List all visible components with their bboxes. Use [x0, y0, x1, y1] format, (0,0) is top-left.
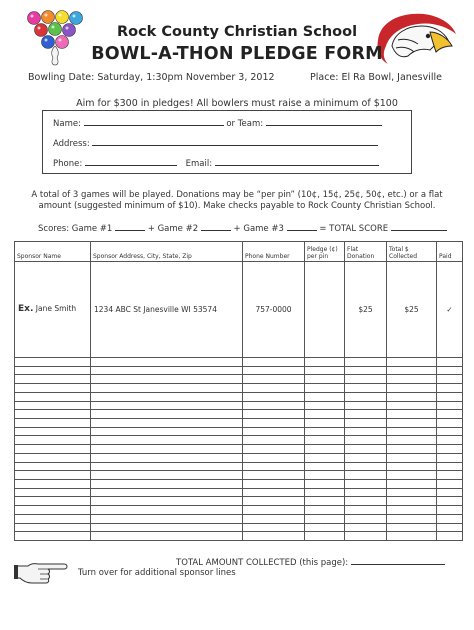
table-row [15, 384, 463, 393]
table-cell[interactable] [345, 366, 387, 375]
table-cell[interactable] [15, 445, 91, 454]
table-cell[interactable] [243, 436, 305, 445]
table-cell[interactable] [345, 514, 387, 523]
form-title: BOWL-A-THON PLEDGE FORM [91, 44, 383, 64]
table-cell[interactable] [243, 532, 305, 541]
table-cell[interactable] [387, 479, 437, 488]
table-cell[interactable] [15, 375, 91, 384]
table-cell[interactable] [243, 384, 305, 393]
table-row [15, 488, 463, 497]
table-cell[interactable] [305, 418, 345, 427]
table-cell[interactable] [305, 436, 345, 445]
table-row [15, 471, 463, 480]
table-cell[interactable] [345, 532, 387, 541]
table-cell[interactable] [15, 532, 91, 541]
address-field[interactable] [92, 137, 378, 146]
table-cell[interactable] [305, 497, 345, 506]
table-cell[interactable] [305, 366, 345, 375]
table-cell[interactable] [437, 523, 463, 532]
table-cell[interactable] [387, 462, 437, 471]
table-cell[interactable] [15, 471, 91, 480]
table-cell[interactable] [15, 488, 91, 497]
table-cell[interactable] [305, 357, 345, 366]
table-cell[interactable] [243, 479, 305, 488]
total-score-label: = TOTAL SCORE [319, 224, 389, 234]
table-cell[interactable] [345, 357, 387, 366]
table-cell[interactable] [243, 357, 305, 366]
table-cell[interactable] [345, 462, 387, 471]
table-cell[interactable] [243, 514, 305, 523]
table-cell[interactable] [91, 523, 243, 532]
col-phone-number: Phone Number [243, 242, 305, 262]
table-cell[interactable] [91, 401, 243, 410]
table-cell[interactable] [15, 497, 91, 506]
table-cell[interactable] [243, 401, 305, 410]
table-cell[interactable] [91, 357, 243, 366]
table-cell[interactable] [387, 506, 437, 515]
table-cell[interactable] [437, 488, 463, 497]
example-prefix: Ex. [18, 304, 34, 315]
example-phone: 757-0000 [243, 262, 305, 358]
table-cell[interactable] [437, 514, 463, 523]
table-cell[interactable] [387, 497, 437, 506]
table-row [15, 445, 463, 454]
instructions [30, 190, 444, 212]
example-name-cell [15, 262, 91, 358]
table-cell[interactable] [91, 375, 243, 384]
table-cell[interactable] [305, 479, 345, 488]
phone-field[interactable] [85, 157, 177, 166]
col-total-collected: Total $ Collected [387, 242, 437, 262]
table-cell[interactable] [243, 366, 305, 375]
team-field[interactable] [266, 117, 382, 126]
table-cell[interactable] [345, 418, 387, 427]
table-row [15, 523, 463, 532]
table-cell[interactable] [437, 453, 463, 462]
table-cell[interactable] [437, 479, 463, 488]
table-cell[interactable] [345, 436, 387, 445]
table-cell[interactable] [15, 384, 91, 393]
table-cell[interactable] [387, 532, 437, 541]
table-cell[interactable] [15, 436, 91, 445]
total-collected-row [176, 556, 445, 568]
table-row [15, 497, 463, 506]
table-cell[interactable] [305, 401, 345, 410]
total-collected-label: TOTAL AMOUNT COLLECTED (this page): [176, 558, 349, 568]
table-cell[interactable] [305, 532, 345, 541]
col-flat-donation: Flat Donation [345, 242, 387, 262]
example-total: $25 [387, 262, 437, 358]
table-cell[interactable] [243, 462, 305, 471]
table-cell[interactable] [437, 418, 463, 427]
table-cell[interactable] [437, 357, 463, 366]
game1-field[interactable] [115, 222, 145, 231]
table-cell[interactable] [305, 488, 345, 497]
table-cell[interactable] [243, 506, 305, 515]
table-cell[interactable] [387, 453, 437, 462]
table-cell[interactable] [345, 453, 387, 462]
table-cell[interactable] [345, 523, 387, 532]
table-cell[interactable] [345, 506, 387, 515]
address-label: Address: [53, 139, 90, 149]
table-cell[interactable] [305, 506, 345, 515]
table-cell[interactable] [387, 366, 437, 375]
table-cell[interactable] [91, 384, 243, 393]
table-cell[interactable] [91, 488, 243, 497]
table-cell[interactable] [387, 357, 437, 366]
table-cell[interactable] [437, 445, 463, 454]
table-cell[interactable] [243, 427, 305, 436]
table-cell[interactable] [305, 384, 345, 393]
name-label: Name: [53, 119, 81, 129]
table-cell[interactable] [345, 488, 387, 497]
school-name: Rock County Christian School [116, 24, 358, 40]
table-cell[interactable] [243, 488, 305, 497]
table-cell[interactable] [305, 471, 345, 480]
bowling-place: Place: El Ra Bowl, Janesville [310, 72, 442, 83]
table-cell[interactable] [15, 418, 91, 427]
instructions-line-1: A total of 3 games will be played. Donations may be “per pin” (10¢, 15¢, 25¢, 50¢, etc.) or a flat [31, 190, 443, 200]
table-row [15, 453, 463, 462]
table-cell[interactable] [387, 375, 437, 384]
table-cell[interactable] [15, 514, 91, 523]
example-name: Jane Smith [35, 304, 77, 314]
table-cell[interactable] [305, 427, 345, 436]
table-cell[interactable] [345, 375, 387, 384]
table-row [15, 392, 463, 401]
table-cell[interactable] [243, 471, 305, 480]
example-flat: $25 [345, 262, 387, 358]
col-sponsor-address: Sponsor Address, City, State, Zip [91, 242, 243, 262]
table-cell[interactable] [387, 392, 437, 401]
scores-row [38, 222, 447, 234]
turn-over-note: Turn over for additional sponsor lines [78, 568, 236, 578]
table-cell[interactable] [345, 445, 387, 454]
table-header-row [15, 242, 463, 262]
table-cell[interactable] [91, 497, 243, 506]
table-cell[interactable] [91, 392, 243, 401]
total-collected-field[interactable] [351, 556, 445, 565]
table-cell[interactable] [387, 436, 437, 445]
address-row [53, 137, 378, 149]
table-row [15, 410, 463, 419]
table-cell[interactable] [91, 427, 243, 436]
table-cell[interactable] [437, 462, 463, 471]
table-cell[interactable] [305, 410, 345, 419]
table-cell[interactable] [243, 523, 305, 532]
table-row [15, 418, 463, 427]
table-cell[interactable] [15, 523, 91, 532]
table-cell[interactable] [91, 453, 243, 462]
table-cell[interactable] [91, 532, 243, 541]
table-cell[interactable] [345, 479, 387, 488]
table-row [15, 532, 463, 541]
table-cell[interactable] [437, 497, 463, 506]
table-cell[interactable] [345, 497, 387, 506]
table-row [15, 366, 463, 375]
table-cell[interactable] [91, 445, 243, 454]
scores-label: Scores: Game #1 [38, 224, 113, 234]
contact-row [53, 157, 379, 169]
table-cell[interactable] [243, 497, 305, 506]
table-cell[interactable] [345, 384, 387, 393]
table-cell[interactable] [305, 514, 345, 523]
table-cell[interactable] [91, 410, 243, 419]
table-cell[interactable] [15, 357, 91, 366]
table-cell[interactable] [305, 375, 345, 384]
table-cell[interactable] [387, 410, 437, 419]
table-cell[interactable] [387, 523, 437, 532]
game2-label: + Game #2 [147, 224, 199, 234]
team-label: or Team: [226, 119, 264, 129]
table-cell[interactable] [305, 445, 345, 454]
table-cell[interactable] [345, 401, 387, 410]
table-cell[interactable] [437, 410, 463, 419]
name-row [53, 117, 382, 129]
game2-field[interactable] [201, 222, 231, 231]
table-cell[interactable] [243, 418, 305, 427]
email-label: Email: [185, 159, 213, 169]
table-cell[interactable] [305, 392, 345, 401]
table-cell[interactable] [387, 445, 437, 454]
instructions-line-2: amount (suggested minimum of $10). Make checks payable to Rock County Christian School. [38, 201, 436, 211]
example-paid-check: ✓ [437, 262, 463, 358]
table-cell[interactable] [345, 471, 387, 480]
table-cell[interactable] [91, 479, 243, 488]
table-cell[interactable] [15, 427, 91, 436]
table-cell[interactable] [437, 506, 463, 515]
table-cell[interactable] [387, 418, 437, 427]
table-row [15, 514, 463, 523]
table-cell[interactable] [15, 479, 91, 488]
table-cell[interactable] [437, 532, 463, 541]
table-row [15, 462, 463, 471]
col-paid: Paid [437, 242, 463, 262]
table-row [15, 375, 463, 384]
table-cell[interactable] [243, 392, 305, 401]
game3-field[interactable] [287, 222, 317, 231]
table-row [15, 506, 463, 515]
game3-label: + Game #3 [233, 224, 284, 234]
table-cell[interactable] [305, 453, 345, 462]
table-cell[interactable] [15, 410, 91, 419]
table-cell[interactable] [243, 453, 305, 462]
table-row [15, 427, 463, 436]
table-cell[interactable] [437, 436, 463, 445]
bowler-info-box [42, 110, 412, 174]
table-cell[interactable] [243, 375, 305, 384]
table-cell[interactable] [15, 506, 91, 515]
table-cell[interactable] [437, 366, 463, 375]
col-pledge-per-pin: Pledge (¢) per pin [305, 242, 345, 262]
table-cell[interactable] [387, 401, 437, 410]
table-cell[interactable] [15, 462, 91, 471]
pointing-hand-icon [14, 558, 70, 586]
table-row [15, 401, 463, 410]
table-cell[interactable] [345, 410, 387, 419]
sponsor-table [14, 241, 463, 541]
table-cell[interactable] [243, 445, 305, 454]
total-score-field[interactable] [391, 222, 447, 231]
table-cell[interactable] [91, 436, 243, 445]
example-address: 1234 ABC St Janesville WI 53574 [91, 262, 243, 358]
table-cell[interactable] [387, 514, 437, 523]
table-row [15, 357, 463, 366]
table-cell[interactable] [387, 488, 437, 497]
table-cell[interactable] [437, 384, 463, 393]
table-row [15, 436, 463, 445]
table-cell[interactable] [15, 366, 91, 375]
table-cell[interactable] [345, 427, 387, 436]
name-field[interactable] [84, 117, 224, 126]
table-cell[interactable] [387, 427, 437, 436]
table-cell[interactable] [437, 375, 463, 384]
table-row [15, 479, 463, 488]
table-cell[interactable] [91, 471, 243, 480]
table-cell[interactable] [345, 392, 387, 401]
table-cell[interactable] [437, 471, 463, 480]
table-cell[interactable] [15, 401, 91, 410]
table-cell[interactable] [437, 392, 463, 401]
phone-label: Phone: [53, 159, 83, 169]
table-cell[interactable] [305, 462, 345, 471]
table-cell[interactable] [91, 418, 243, 427]
table-cell[interactable] [305, 523, 345, 532]
email-field[interactable] [215, 157, 379, 166]
table-cell[interactable] [91, 462, 243, 471]
table-cell[interactable] [437, 427, 463, 436]
col-sponsor-name: Sponsor Name [15, 242, 91, 262]
table-cell[interactable] [91, 366, 243, 375]
example-pledge [305, 262, 345, 358]
aim-text: Aim for $300 in pledges! All bowlers must raise a minimum of $100 [76, 98, 398, 109]
example-row [15, 262, 463, 358]
table-cell[interactable] [15, 392, 91, 401]
table-cell[interactable] [243, 410, 305, 419]
table-cell[interactable] [15, 453, 91, 462]
table-cell[interactable] [437, 401, 463, 410]
table-cell[interactable] [91, 506, 243, 515]
bowling-date: Bowling Date: Saturday, 1:30pm November 3, 2012 [28, 72, 275, 83]
table-cell[interactable] [91, 514, 243, 523]
table-cell[interactable] [387, 384, 437, 393]
table-cell[interactable] [387, 471, 437, 480]
